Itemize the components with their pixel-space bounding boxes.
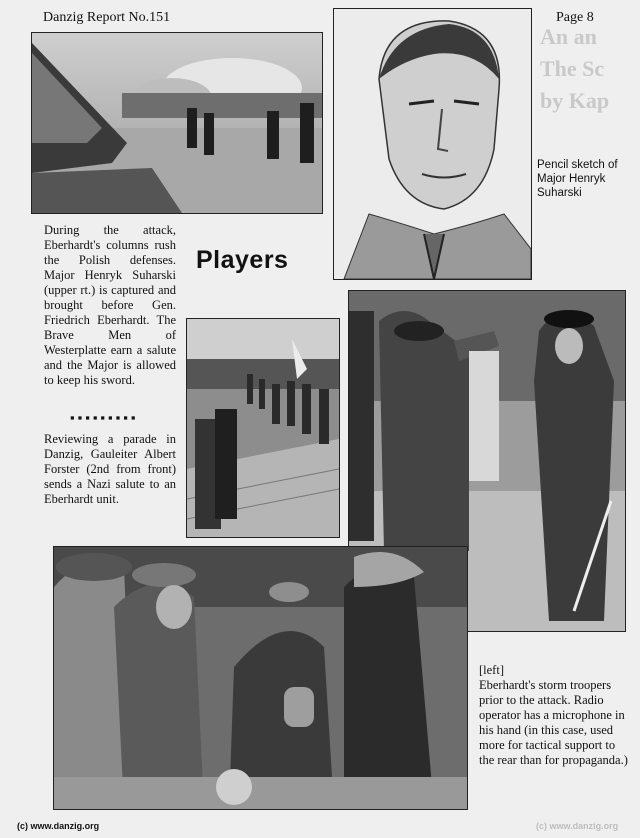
attack-caption: During the attack, Eberhardt's columns rush the Polish defenses. Major Henryk Suharski (upper rt.) is captured and brought before Gen. Friedrich Eberhardt. The Brave Men of Westerplatte earn a salute and the Major is allowed to keep his sword.	[44, 223, 176, 387]
section-heading: Players	[196, 246, 289, 274]
bleed-through-text: The Sc	[540, 56, 605, 81]
sketch-caption: Pencil sketch of Major Henryk Suharski	[537, 159, 618, 199]
bleed-through-text: An an	[540, 24, 597, 49]
bleed-through-text: by Kap	[540, 88, 610, 113]
parade-photo	[186, 318, 340, 538]
suharski-sketch	[333, 8, 532, 280]
attack-photo	[31, 32, 323, 214]
footer-copyright-left: (c) www.danzig.org	[17, 821, 100, 831]
stormtroopers-caption: [left] Eberhardt's storm troopers prior to the attack. Radio operator has a microphone in his hand (in this case, used more for tactical support to the rear than for propaganda.)	[479, 663, 628, 767]
parade-caption: Reviewing a parade in Danzig, Gauleiter Albert Forster (2nd from front) sends a Nazi salute to an Eberhardt unit.	[44, 432, 176, 506]
page-number: Page 8	[556, 10, 594, 25]
report-title: Danzig Report No.151	[43, 10, 171, 25]
stormtroopers-photo	[53, 546, 468, 810]
footer-copyright-right: (c) www.danzig.org	[536, 821, 619, 831]
caption-separator: ▪▪▪▪▪▪▪▪▪	[70, 410, 139, 425]
